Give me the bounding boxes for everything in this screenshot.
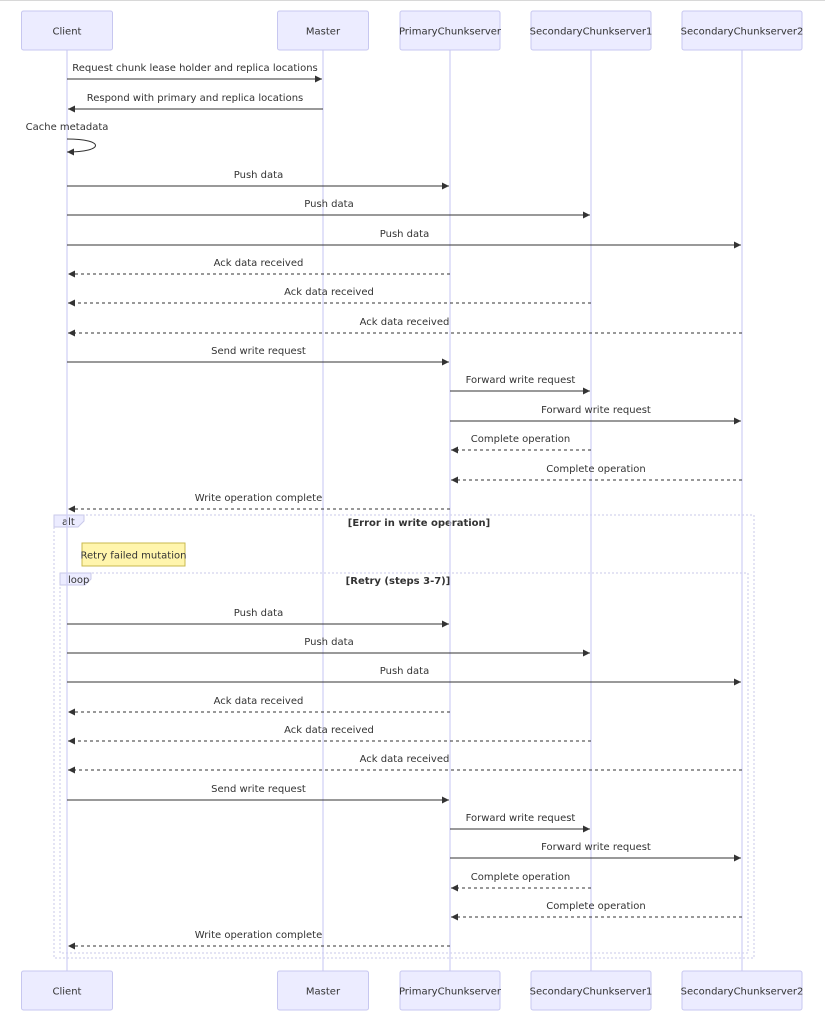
actor-label: SecondaryChunkserver1	[529, 26, 653, 38]
alt-frame-condition: [Error in write operation]	[347, 518, 491, 529]
message	[67, 666, 741, 682]
message	[67, 199, 590, 215]
message	[68, 258, 450, 274]
actor-label: SecondaryChunkserver2	[680, 986, 804, 998]
message	[68, 317, 742, 333]
message	[68, 493, 450, 509]
message-label: Push data	[379, 666, 430, 677]
message	[67, 346, 449, 362]
message	[450, 813, 590, 829]
message	[68, 287, 591, 303]
message	[67, 63, 322, 79]
actor-sec1-bottom	[530, 971, 653, 1010]
message-label: Ack data received	[284, 287, 374, 298]
note-text: Retry failed mutation	[80, 550, 187, 562]
message	[68, 725, 591, 741]
alt-frame-label: alt	[62, 517, 75, 528]
message-label: Ack data received	[359, 317, 450, 328]
message-label: Ack data received	[213, 696, 304, 707]
message-label: Complete operation	[470, 872, 571, 883]
message-label: Push data	[233, 170, 284, 181]
message	[450, 375, 590, 391]
message-label: Push data	[304, 637, 354, 648]
actor-label: PrimaryChunkserver	[398, 986, 502, 998]
message	[450, 405, 741, 421]
message-label: Ack data received	[359, 754, 450, 765]
message	[451, 464, 742, 480]
actor-client-bottom	[22, 971, 113, 1010]
actor-sec2-top	[681, 11, 804, 50]
message	[68, 696, 450, 712]
message-label: Write operation complete	[194, 930, 323, 941]
message	[451, 872, 591, 888]
message	[68, 754, 742, 770]
actor-label: Client	[52, 986, 82, 998]
message-label: Ack data received	[284, 725, 374, 736]
actor-label: SecondaryChunkserver1	[529, 986, 653, 998]
note-layer	[81, 543, 187, 566]
message-label: Forward write request	[465, 813, 576, 824]
actor-label: Master	[305, 986, 341, 998]
message-label: Cache metadata	[25, 122, 109, 133]
actor-client-top	[22, 11, 113, 50]
message-label: Push data	[233, 608, 284, 619]
actor-primary-bottom	[399, 971, 502, 1010]
loop-frame-label: loop	[68, 575, 90, 586]
message-label: Forward write request	[541, 842, 651, 853]
message-label: Forward write request	[541, 405, 651, 416]
message	[450, 842, 741, 858]
message-label: Complete operation	[470, 434, 571, 445]
actor-label: Master	[305, 26, 341, 38]
message	[67, 170, 449, 186]
message	[451, 434, 591, 450]
actor-sec1-top	[530, 11, 653, 50]
actor-label: Client	[52, 26, 82, 38]
lifelines-layer	[67, 50, 742, 971]
message	[67, 229, 741, 245]
message-label: Write operation complete	[194, 493, 323, 504]
message	[451, 901, 742, 917]
message	[68, 930, 450, 946]
message	[67, 784, 449, 800]
message	[68, 93, 323, 109]
actor-sec2-bottom	[681, 971, 804, 1010]
message-label: Complete operation	[546, 901, 646, 912]
message-label: Ack data received	[213, 258, 304, 269]
frames-layer	[54, 515, 754, 958]
loop-frame-condition: [Retry (steps 3-7)]	[345, 576, 451, 587]
messages-layer	[26, 63, 742, 946]
actors-layer	[22, 11, 804, 1010]
actor-master-top	[278, 11, 369, 50]
actor-label: SecondaryChunkserver2	[680, 26, 804, 38]
message	[67, 637, 590, 653]
note	[81, 543, 187, 566]
message-label: Forward write request	[465, 375, 576, 386]
message-label: Send write request	[211, 784, 306, 795]
message-label: Push data	[304, 199, 354, 210]
message	[67, 608, 449, 624]
message-label: Respond with primary and replica locations	[86, 93, 304, 104]
message-label: Push data	[379, 229, 430, 240]
actor-label: PrimaryChunkserver	[398, 26, 502, 38]
actor-master-bottom	[278, 971, 369, 1010]
message-label: Request chunk lease holder and replica locations	[72, 63, 318, 74]
actor-primary-top	[399, 11, 502, 50]
self-message-arrow	[67, 139, 96, 152]
message-label: Complete operation	[546, 464, 646, 475]
message-label: Send write request	[211, 346, 306, 357]
